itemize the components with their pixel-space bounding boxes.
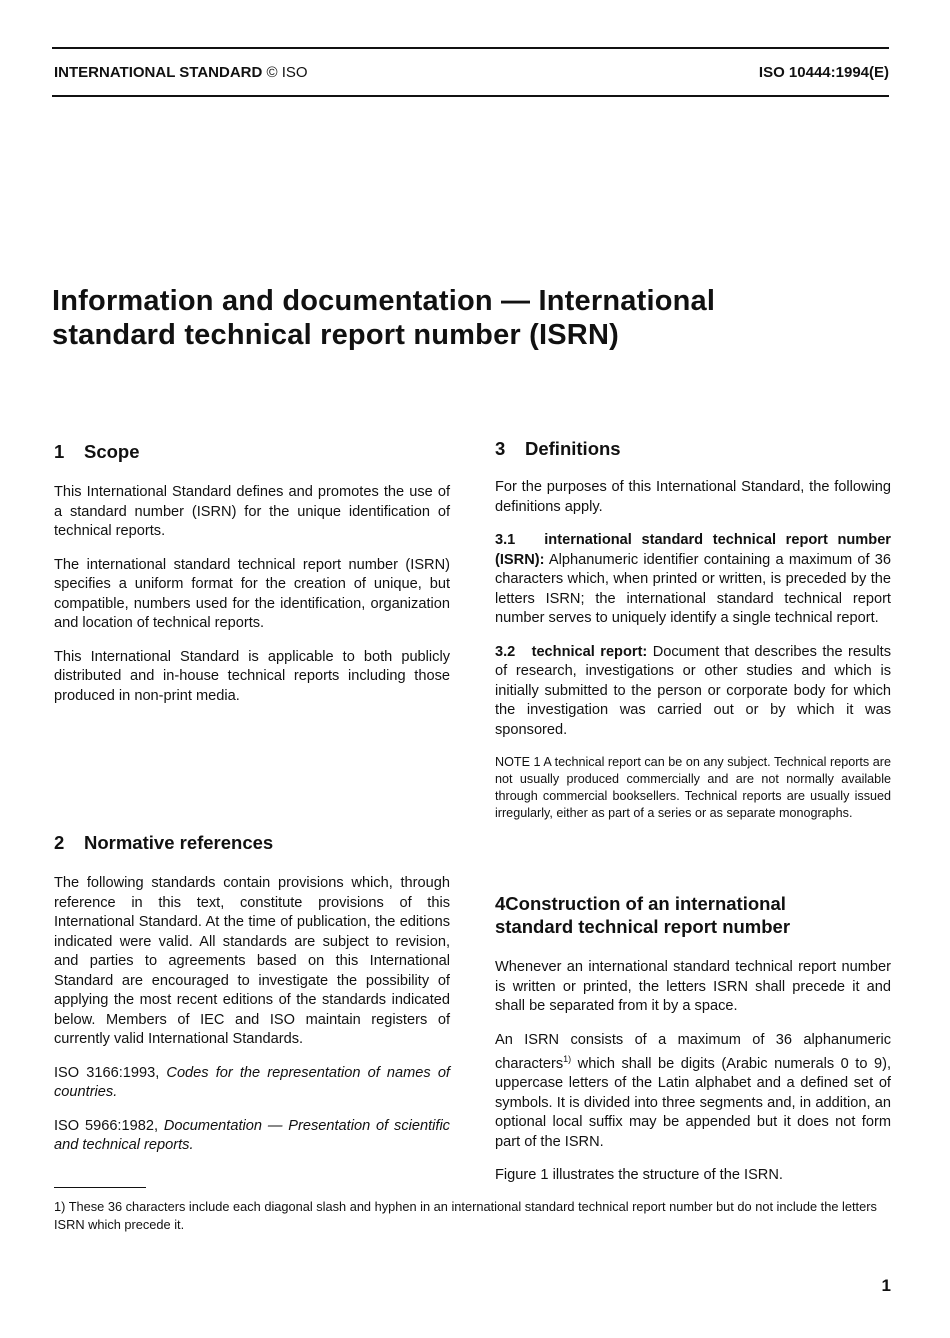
construction-p2-end: which shall be digits (Arabic numerals 0 to 9), uppercase letters of the Latin alphabet and a defined set of symbols. It is divided into three segments and, in addition, an optional local suffix may be appended but it does not form part of the ISRN. bbox=[495, 1055, 891, 1150]
header-standard-label: INTERNATIONAL STANDARD bbox=[54, 64, 263, 81]
header-standard-number: ISO 10444:1994(E) bbox=[758, 64, 889, 81]
normative-ref-1 bbox=[54, 1064, 450, 1103]
page-number: 1 bbox=[881, 1276, 891, 1295]
definition-3-2 bbox=[495, 643, 891, 741]
footnote-marker: 1) bbox=[563, 1054, 572, 1064]
footnote-rule bbox=[54, 1187, 146, 1188]
normative-section bbox=[54, 831, 450, 1170]
normative-paragraph: The following standards contain provisions which, through reference in this text, constitute provisions of this International Standard. At the time of publication, the editions indicated were valid. All standards are subject to revision, and parties to agreements based on this International Standard are encouraged to investigate the possibility of applying the most recent editions of the standards indicated below. Members of IEC and ISO maintain registers of currently valid International Standards. bbox=[54, 875, 450, 1047]
scope-section bbox=[54, 440, 450, 720]
definitions-section bbox=[495, 437, 891, 822]
scope-paragraph-2: The international standard technical report number (ISRN) specifies a uniform format for the creation of unique, but compatible, numbers used for the identification, organization and location of technical reports. bbox=[54, 556, 450, 631]
construction-title-line-2: standard technical report number bbox=[495, 916, 791, 937]
scope-title: Scope bbox=[84, 441, 140, 462]
construction-paragraph-3: Figure 1 illustrates the structure of the ISRN. bbox=[495, 1167, 783, 1184]
definition-3-2-number: 3.2 bbox=[495, 643, 516, 660]
scope-paragraph-1: This International Standard defines and promotes the use of a standard number (ISRN) for the unique identification of technical reports. bbox=[54, 484, 450, 539]
ref-1-title: Codes for the representation of names of countries. bbox=[54, 1064, 450, 1100]
construction-p2-start: An ISRN consists of a maximum of 36 alphanumeric characters bbox=[495, 1031, 891, 1072]
definition-3-2-term: technical report: bbox=[531, 643, 648, 660]
ref-1-code: ISO 3166:1993, bbox=[54, 1064, 160, 1081]
definitions-title: Definitions bbox=[525, 438, 621, 459]
definition-3-1-term: international standard technical report number (ISRN): bbox=[495, 532, 891, 568]
normative-ref-2 bbox=[54, 1117, 450, 1156]
header-left bbox=[54, 64, 308, 81]
definitions-heading bbox=[495, 437, 891, 460]
scope-paragraph-3: This International Standard is applicable to both publicly distributed and in-house technical reports including those produced in non-print media. bbox=[54, 648, 450, 704]
footnote: 1) These 36 characters include each diagonal slash and hyphen in an international standard technical report number but do not include the letters ISRN which precede it. bbox=[54, 1199, 877, 1232]
normative-heading bbox=[54, 831, 450, 854]
definitions-intro: For the purposes of this International Standard, the following definitions apply. bbox=[495, 479, 891, 515]
construction-title-line-1: Construction of an international bbox=[505, 893, 786, 914]
header-bottom-rule bbox=[52, 95, 889, 97]
title-line-2: standard technical report number (ISRN) bbox=[52, 319, 619, 351]
construction-paragraph-2 bbox=[495, 1031, 891, 1153]
definitions-number: 3 bbox=[495, 438, 506, 459]
construction-number: 4 bbox=[495, 893, 506, 914]
construction-heading bbox=[495, 892, 891, 938]
definitions-note: NOTE 1 A technical report can be on any subject. Technical reports are not usually produced commercially and are not normally available through commercial booksellers. Technical reports are usually issued irregularly, either as part of a series or as separate monographs. bbox=[495, 755, 891, 820]
header-copyright: © ISO bbox=[266, 64, 308, 81]
header-top-rule bbox=[52, 47, 889, 49]
definition-3-2-text: Document that describes the results of research, investigations or other studies and which is initially submitted to the person or corporate body for which the investigation was carried out or by which it was sponsored. bbox=[495, 643, 892, 738]
construction-paragraph-1: Whenever an international standard technical report number is written or printed, the letters ISRN shall precede it and shall be separated from it by a space. bbox=[495, 959, 891, 1014]
definition-3-1-text: Alphanumeric identifier containing a maximum of 36 characters which, when printed or written, is preceded by the letters ISRN; the international standard technical report number serves to uniquely identify a single technical report. bbox=[495, 551, 892, 626]
scope-heading bbox=[54, 440, 450, 463]
ref-2-code: ISO 5966:1982, bbox=[54, 1117, 159, 1134]
normative-title: Normative references bbox=[84, 832, 274, 853]
definition-3-1-number: 3.1 bbox=[495, 532, 516, 548]
construction-section bbox=[495, 892, 891, 1200]
definition-3-1 bbox=[495, 531, 891, 629]
ref-2-title: Documentation — Presentation of scientific and technical reports. bbox=[54, 1117, 450, 1153]
title-line-1: Information and documentation — International bbox=[52, 285, 716, 317]
scope-number: 1 bbox=[54, 441, 65, 462]
normative-number: 2 bbox=[54, 832, 65, 853]
document-title bbox=[52, 284, 892, 352]
